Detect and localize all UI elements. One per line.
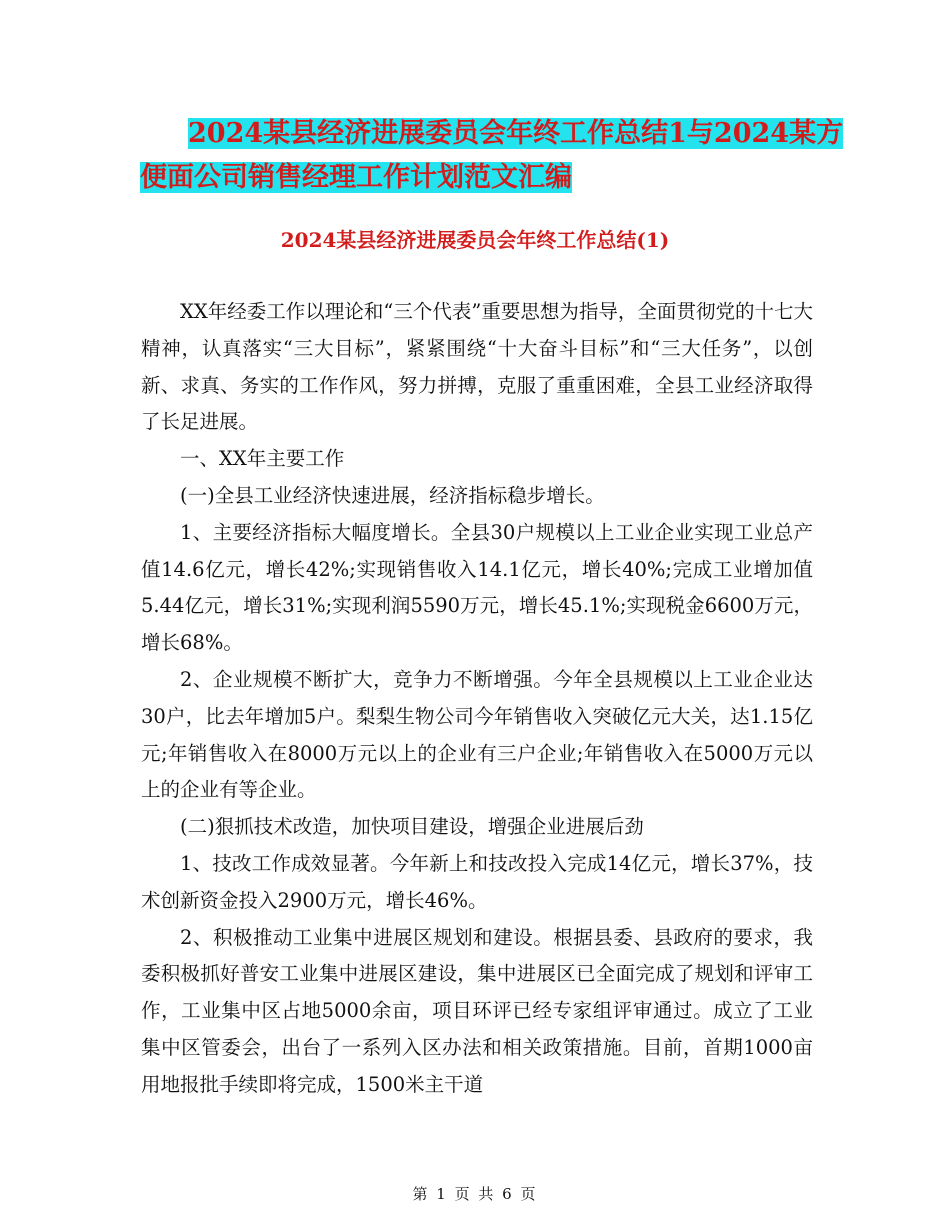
paragraph: XX年经委工作以理论和“三个代表”重要思想为指导，全面贯彻党的十七大精神，认真落实“三大目标”，紧紧围绕“十大奋斗目标”和“三大任务”，以创新、求真、务实的工作作风，努力拼搏，克服了重重困难，全县工业经济取得了长足进展。 [141,300,813,434]
paragraph: (一)全县工业经济快速进展，经济指标稳步增长。 [180,483,605,507]
page-footer: 第 1 页 共 6 页 [412,1185,538,1203]
paragraph: 1、技改工作成效显著。今年新上和技改投入完成14亿元，增长37%，技术创新资金投入2900万元，增长46%。 [141,851,813,912]
document-body [141,294,813,1104]
paragraph: 2、企业规模不断扩大，竞争力不断增强。今年全县规模以上工业企业达30户，比去年增加5户。梨梨生物公司今年销售收入突破亿元大关，达1.15亿元;年销售收入在8000万元以上的企业有三户企业;年销售收入在5000万元以上的企业有等企业。 [141,667,813,802]
title-line-1: 2024某县经济进展委员会年终工作总结1与2024某方 [188,118,844,149]
paragraph: (二)狠抓技术改造，加快项目建设，增强企业进展后劲 [180,815,644,839]
paragraph: 一、XX年主要工作 [180,447,345,471]
section-title: 2024某县经济进展委员会年终工作总结(1) [280,228,670,252]
paragraph: 1、主要经济指标大幅度增长。全县30户规模以上工业企业实现工业总产值14.6亿元，增长42%;实现销售收入14.1亿元，增长40%;完成工业增加值5.44亿元，增长31%;实现利润5590万元，增长45.1%;实现税金6600万元，增长68%。 [141,520,813,655]
title-line-2: 便面公司销售经理工作计划范文汇编 [140,162,572,193]
paragraph: 2、积极推动工业集中进展区规划和建设。根据县委、县政府的要求，我委积极抓好普安工业集中进展区建设，集中进展区已全面完成了规划和评审工作，工业集中区占地5000余亩，项目环评已经专家组评审通过。成立了工业集中区管委会，出台了一系列入区办法和相关政策措施。目前，首期1000亩用地报批手续即将完成，1500米主干道 [141,925,813,1096]
document-title [140,112,844,200]
